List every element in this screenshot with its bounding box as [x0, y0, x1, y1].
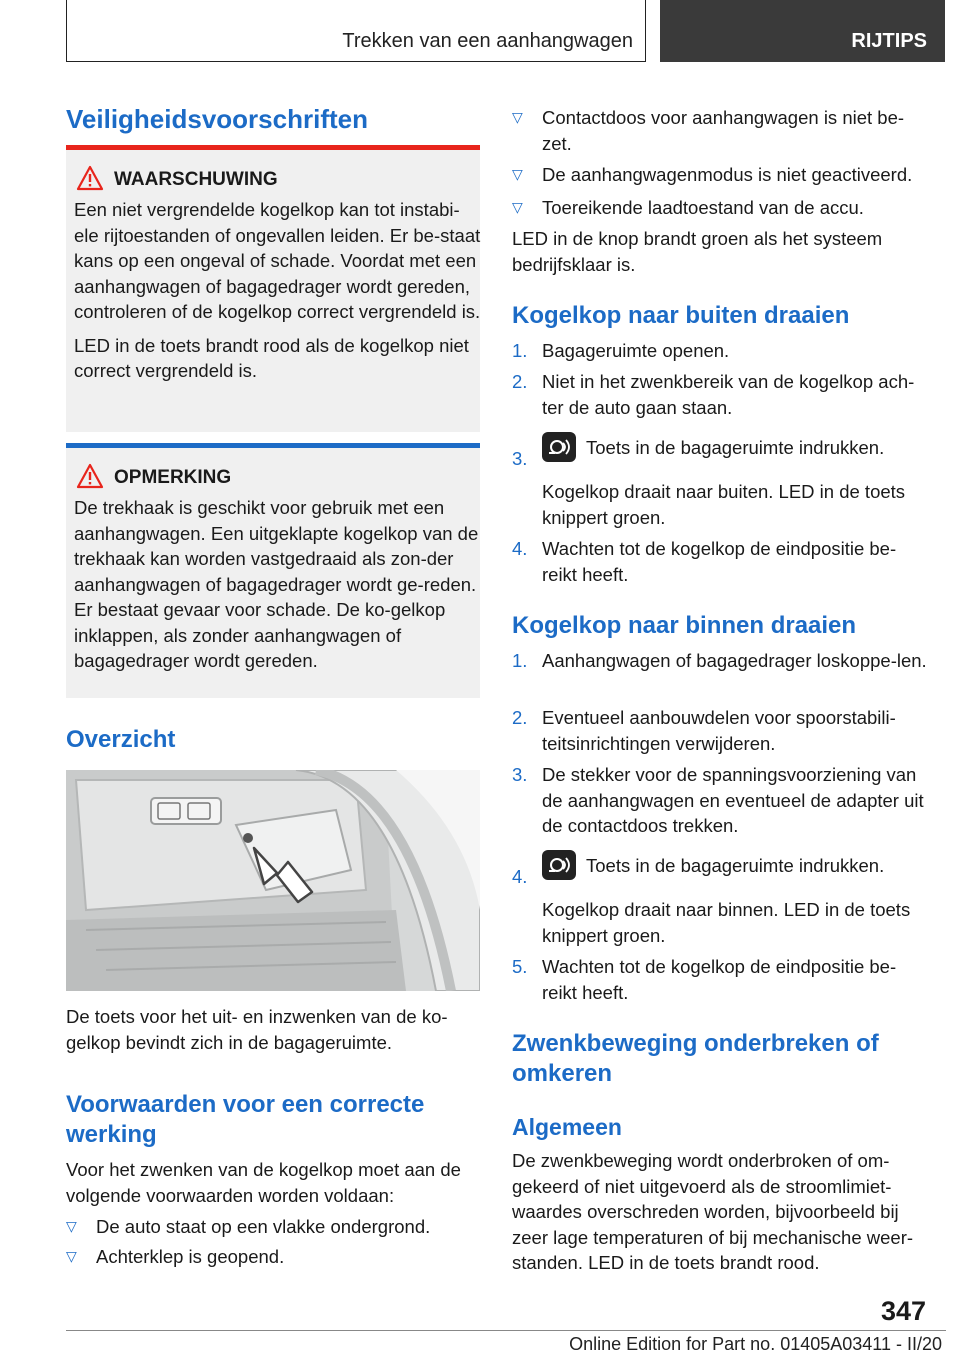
warning-triangle-icon	[76, 165, 104, 191]
luggage-compartment-image	[66, 770, 480, 991]
header-section-box	[660, 0, 945, 62]
warning-text-2: LED in de toets brandt rood als de kogelkop niet correct vergrendeld is.	[74, 334, 469, 381]
page-number: 347	[880, 1296, 926, 1326]
notice-triangle-icon	[76, 463, 104, 489]
warning-body	[74, 197, 482, 392]
general-text: De zwenkbeweging wordt onderbroken of om-gekeerd of niet uitgevoerd als de stroomlimiet-waardes overschreden worden, bijvoorbeeld bij zeer lage temperaturen of bij mechanische weer-standen. LED in de toets brandt rood.	[512, 1150, 914, 1273]
heading-conditions: Voorwaarden voor een correcte werking	[66, 1091, 425, 1148]
header-section-label: RIJTIPS	[851, 30, 927, 52]
bullet-triangle-icon: ▽	[66, 1218, 77, 1234]
heading-out: Kogelkop naar buiten draaien	[512, 302, 850, 329]
bullet-triangle-icon: ▽	[512, 199, 523, 215]
led-text: LED in de knop brandt groen als het systeem bedrijfsklaar is.	[512, 228, 883, 275]
warning-title: WAARSCHUWING	[114, 169, 278, 190]
bullet-triangle-icon: ▽	[512, 166, 523, 182]
note-title: OPMERKING	[114, 467, 232, 488]
note-body	[74, 495, 482, 682]
note-bar	[66, 443, 480, 448]
conditions-intro: Voor het zwenken van de kogelkop moet aan de volgende voorwaarden worden voldaan:	[66, 1159, 461, 1206]
heading-interrupt: Zwenkbeweging onderbreken of omkeren	[512, 1030, 879, 1087]
warning-box	[66, 145, 480, 432]
bullet-triangle-icon: ▽	[512, 109, 523, 125]
trailer-hitch-button-icon	[542, 850, 576, 880]
heading-in: Kogelkop naar binnen draaien	[512, 612, 857, 639]
trailer-hitch-button-icon	[542, 432, 576, 462]
warning-bar	[66, 145, 480, 150]
heading-safety: Veiligheidsvoorschriften	[66, 104, 368, 134]
header-title: Trekken van een aanhangwagen	[342, 30, 633, 52]
note-box	[66, 443, 480, 698]
bullet-triangle-icon: ▽	[66, 1248, 77, 1264]
footer-divider	[66, 1330, 946, 1331]
note-text: De trekhaak is geschikt voor gebruik met een aanhangwagen. Een uitgeklapte kogelkop van de trekhaak kan worden vastgedraaid als zon-der aanhangwagen of bagagedrager wordt ge-reden. Er bestaat gevaar voor schade. De ko-gelkop inklappen, als zonder aanhangwagen of bagagedrager wordt gereden.	[74, 497, 479, 671]
header-title-box	[66, 0, 646, 62]
warning-text-1: Een niet vergrendelde kogelkop kan tot instabi-ele rijtoestanden of ongevallen leiden. Er be-staat kans op een ongeval of schade. Voordat met een aanhangwagen of bagagedrager wordt gereden, controleren of de kogelkop correct vergrendeld is.	[74, 199, 481, 322]
heading-general: Algemeen	[512, 1114, 622, 1140]
heading-overview: Overzicht	[66, 726, 176, 753]
overview-text: De toets voor het uit- en inzwenken van de ko-gelkop bevindt zich in de bagageruimte.	[66, 1006, 448, 1053]
footer-edition: Online Edition for Part no. 01405A03411 - II/20	[569, 1334, 942, 1354]
